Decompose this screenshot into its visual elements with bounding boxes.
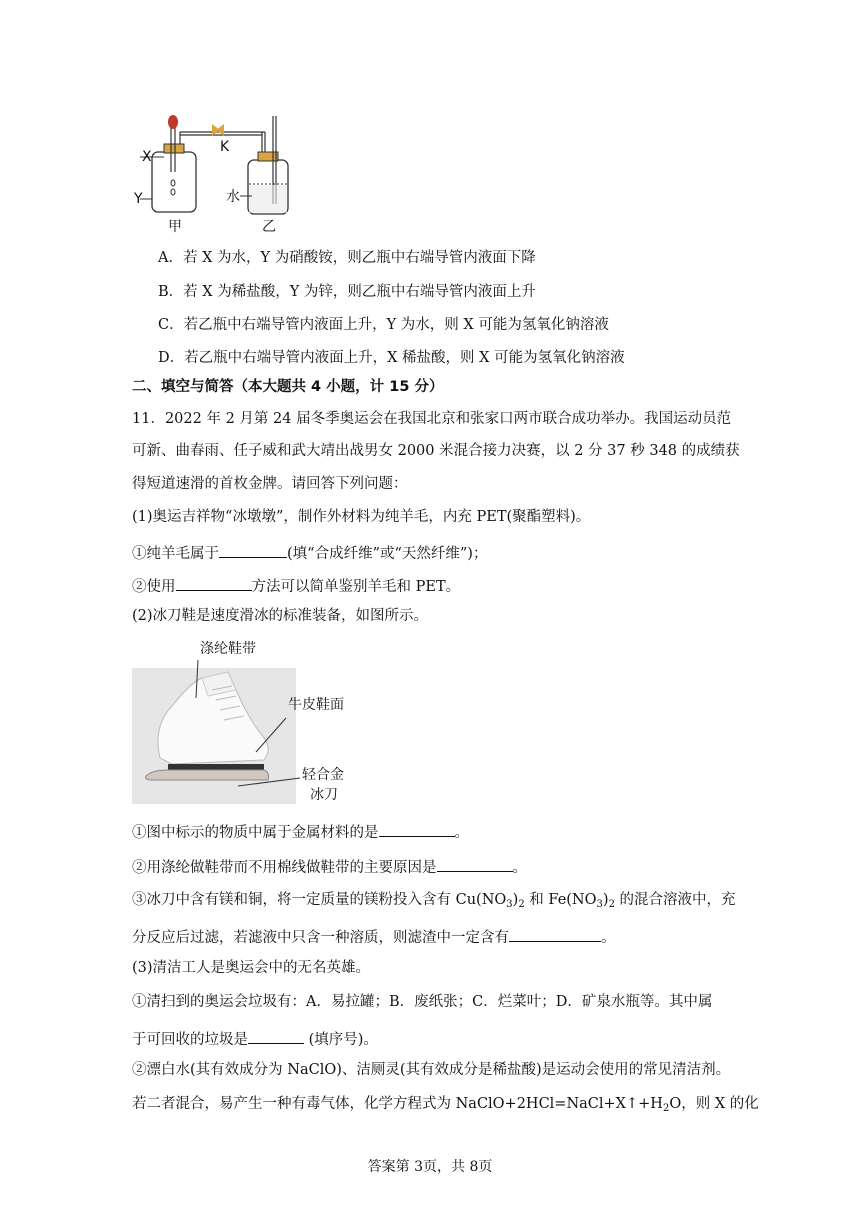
subscript-2a: 2 bbox=[518, 899, 525, 910]
q11-part1a-post: (填“合成纤维”或“天然纤维”)； bbox=[287, 546, 488, 562]
q11-part2c-text5: 的混合溶液中，充 bbox=[614, 892, 736, 908]
option-c: C．若乙瓶中右端导管内液面上升，Y 为水，则 X 可能为氢氧化钠溶液 bbox=[158, 317, 609, 333]
q11-part3a-line1: ①清扫到的奥运会垃圾有：A．易拉罐；B．废纸张；C．烂菜叶；D．矿泉水瓶等。其中属 bbox=[132, 994, 713, 1010]
q11-intro-line1: 11．2022 年 2 月第 24 届冬季奥运会在我国北京和张家口两市联合成功举办。我国运动员范 bbox=[132, 411, 732, 427]
apparatus-figure bbox=[128, 108, 308, 238]
q11-part2c-line1 bbox=[132, 893, 736, 908]
q11-part2c-text4: ) bbox=[602, 892, 609, 908]
label-leather: 牛皮鞋面 bbox=[288, 697, 344, 713]
q11-part2a bbox=[132, 822, 469, 841]
answer-blank-2a[interactable] bbox=[379, 822, 455, 837]
label-k: K bbox=[220, 139, 230, 155]
label-laces: 涤纶鞋带 bbox=[200, 641, 256, 657]
q11-part3: (3)清洁工人是奥运会中的无名英雄。 bbox=[132, 960, 371, 976]
q11-part2b bbox=[132, 857, 527, 876]
skate-figure bbox=[132, 638, 372, 808]
q11-part3a-line2 bbox=[132, 1029, 378, 1048]
label-jia: 甲 bbox=[168, 219, 182, 235]
q11-part1b bbox=[132, 576, 460, 595]
option-a: A．若 X 为水，Y 为硝酸铵，则乙瓶中右端导管内液面下降 bbox=[158, 250, 536, 266]
q11-part2c-text2: ) bbox=[512, 892, 519, 908]
q11-part3a-line2-post: (填序号)。 bbox=[304, 1032, 378, 1048]
q11-part2a-pre: ①图中标示的物质中属于金属材料的是 bbox=[132, 825, 379, 841]
q11-part1b-pre: ②使用 bbox=[132, 579, 176, 595]
label-water: 水 bbox=[226, 189, 240, 205]
q11-part2c-line2-pre: 分反应后过滤，若滤液中只含一种溶质，则滤渣中一定含有 bbox=[132, 930, 509, 946]
q11-part2c-line2-post: 。 bbox=[601, 930, 616, 946]
subscript-2b: 2 bbox=[608, 899, 615, 910]
q11-part2b-post: 。 bbox=[512, 860, 527, 876]
q11-part2c-line2 bbox=[132, 927, 616, 946]
answer-blank-3a[interactable] bbox=[248, 1029, 304, 1044]
q11-part3a-line2-pre: 于可回收的垃圾是 bbox=[132, 1032, 248, 1048]
q11-part3b-line1: ②漂白水(其有效成分为 NaClO)、洁厕灵(其有效成分是稀盐酸)是运动会使用的常见清洁剂。 bbox=[132, 1062, 731, 1078]
q11-part2: (2)冰刀鞋是速度滑冰的标准装备，如图所示。 bbox=[132, 608, 429, 624]
q11-part3b-line2 bbox=[132, 1097, 759, 1112]
q11-intro-line2: 可新、曲春雨、任子威和武大靖出战男女 2000 米混合接力决赛，以 2 分 37 秒 348 的成绩获 bbox=[132, 443, 740, 459]
q11-part3b-line2-post: O，则 X 的化 bbox=[669, 1096, 759, 1112]
option-b: B．若 X 为稀盐酸，Y 为锌，则乙瓶中右端导管内液面上升 bbox=[158, 284, 536, 300]
section-title: 二、填空与简答（本大题共 4 小题，计 15 分） bbox=[132, 379, 444, 395]
q11-part3b-line2-pre: 若二者混合，易产生一种有毒气体，化学方程式为 NaClO+2HCl=NaCl+X↑+H bbox=[132, 1096, 663, 1112]
subscript-3a: 3 bbox=[506, 899, 513, 910]
label-alloy-1: 轻合金 bbox=[302, 767, 344, 783]
q11-part2c-text3: 和 Fe(NO bbox=[524, 892, 597, 908]
label-alloy-2: 冰刀 bbox=[310, 787, 338, 803]
q11-part2c-text1: ③冰刀中含有镁和铜，将一定质量的镁粉投入含有 Cu(NO bbox=[132, 892, 507, 908]
q11-intro-line3: 得短道速滑的首枚金牌。请回答下列问题： bbox=[132, 476, 408, 492]
label-x: X bbox=[142, 149, 152, 165]
q11-part1a bbox=[132, 543, 487, 562]
answer-blank-2b[interactable] bbox=[437, 857, 513, 872]
label-yi: 乙 bbox=[262, 219, 276, 235]
q11-part2b-pre: ②用涤纶做鞋带而不用棉线做鞋带的主要原因是 bbox=[132, 860, 437, 876]
answer-blank-2c[interactable] bbox=[509, 927, 601, 942]
subscript-h2o: 2 bbox=[662, 1103, 670, 1114]
apparatus-drawing bbox=[128, 108, 308, 238]
answer-blank-1a[interactable] bbox=[219, 543, 287, 558]
q11-part2a-post: 。 bbox=[454, 825, 469, 841]
label-y: Y bbox=[134, 191, 143, 207]
q11-part1: (1)奥运吉祥物“冰墩墩”，制作外材料为纯羊毛，内充 PET(聚酯塑料)。 bbox=[132, 509, 591, 525]
q11-part1b-post: 方法可以简单鉴别羊毛和 PET。 bbox=[251, 579, 461, 595]
answer-blank-1b[interactable] bbox=[176, 576, 252, 591]
page-footer: 答案第 3页，共 8页 bbox=[367, 1159, 493, 1175]
subscript-3b: 3 bbox=[596, 899, 603, 910]
q11-part1a-pre: ①纯羊毛属于 bbox=[132, 546, 219, 562]
option-d: D．若乙瓶中右端导管内液面上升，X 稀盐酸，则 X 可能为氢氧化钠溶液 bbox=[158, 350, 625, 366]
